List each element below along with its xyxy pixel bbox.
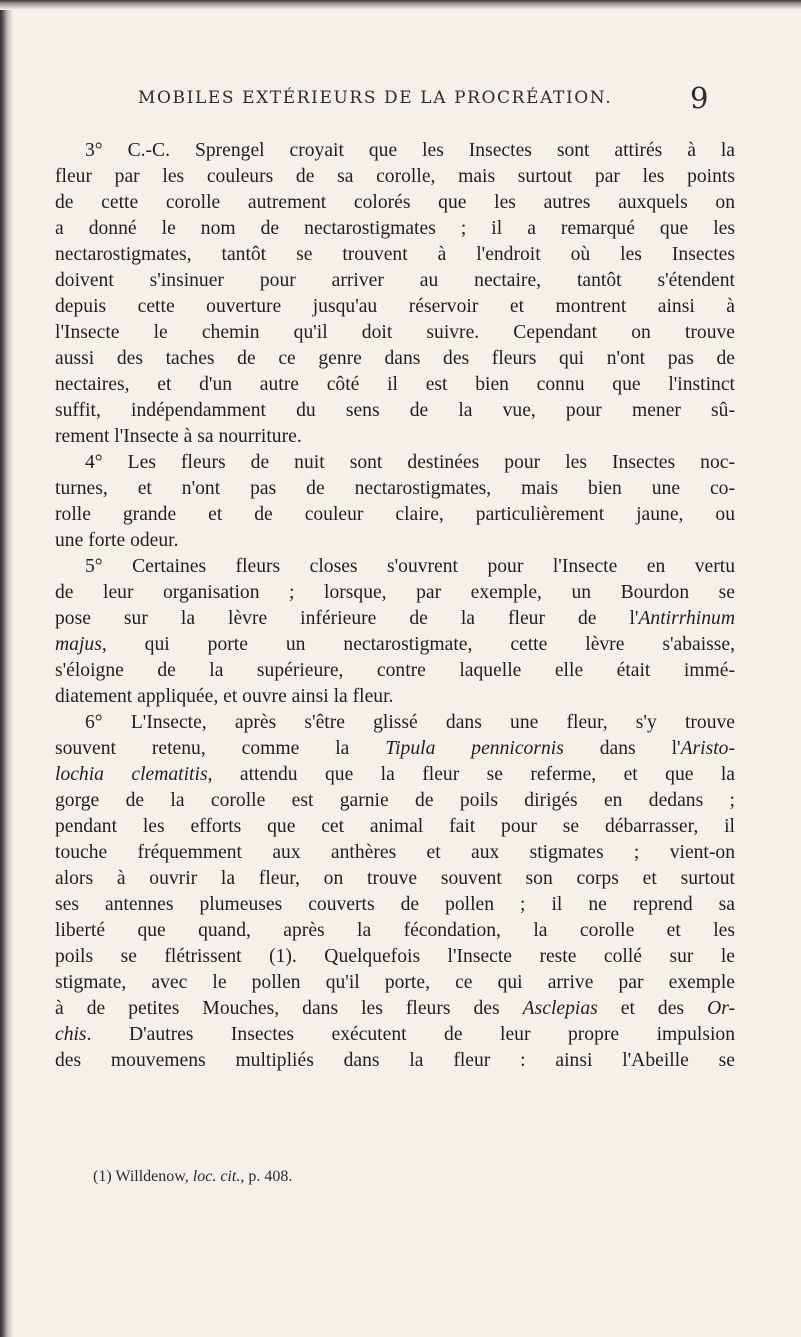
text-line: s'éloigne de la supérieure, contre laquelle elle était immé- [55, 660, 735, 681]
italic-term: chis [55, 1024, 87, 1045]
text-line: aussi des taches de ce genre dans des fleurs qui n'ont pas de [55, 348, 735, 369]
italic-term: majus [55, 634, 102, 655]
text-line: suffit, indépendamment du sens de la vue, pour mener sû- [55, 400, 735, 421]
italic-term: Aristo- [680, 738, 735, 759]
text-line: touche fréquemment aux anthères et aux stigmates ; vient-on [55, 842, 735, 863]
footnote-page: , p. 408. [240, 1168, 293, 1185]
text-line: pendant les efforts que cet animal fait pour se débarrasser, il [55, 816, 735, 837]
text-line: diatement appliquée, et ouvre ainsi la fleur. [55, 686, 394, 707]
text-line: nectaires, et d'un autre côté il est bien connu que l'instinct [55, 374, 735, 395]
text-line: turnes, et n'ont pas de nectarostigmates, mais bien une co- [55, 478, 735, 499]
text-line: à de petites Mouches, dans les fleurs des Asclepias et des Or- [55, 998, 735, 1019]
italic-term: Tipula pennicornis [385, 738, 564, 759]
running-head-title: MOBILES EXTÉRIEURS DE LA PROCRÉATION. [138, 88, 613, 108]
footnote-reference: loc. cit. [192, 1168, 241, 1185]
running-head [0, 81, 801, 115]
italic-term: Asclepias [522, 998, 598, 1019]
text-line: de cette corolle autrement colorés que les autres auxquels on [55, 192, 735, 213]
text-line: 6° L'Insecte, après s'être glissé dans une fleur, s'y trouve [85, 712, 735, 733]
text-line: depuis cette ouverture jusqu'au réservoir et montrent ainsi à [55, 296, 735, 317]
italic-term: lochia clematitis [55, 764, 208, 785]
footnote [93, 1168, 292, 1186]
text-line: une forte odeur. [55, 530, 179, 551]
body-text [55, 138, 735, 1074]
text-line: 3° C.-C. Sprengel croyait que les Insectes sont attirés à la [85, 140, 735, 161]
footnote-author: (1) Willdenow, [93, 1168, 193, 1185]
text-line: souvent retenu, comme la Tipula pennicornis dans l'Aristo- [55, 738, 735, 759]
text-line: rolle grande et de couleur claire, particulièrement jaune, ou [55, 504, 735, 525]
text-line: ses antennes plumeuses couverts de pollen ; il ne reprend sa [55, 894, 735, 915]
text-line: poils se flétrissent (1). Quelquefois l'Insecte reste collé sur le [55, 946, 735, 967]
text-line: rement l'Insecte à sa nourriture. [55, 426, 302, 447]
text-line: lochia clematitis, attendu que la fleur se referme, et que la [55, 764, 735, 785]
page-binding-edge [0, 0, 14, 1337]
text-line: nectarostigmates, tantôt se trouvent à l'endroit où les Insectes [55, 244, 735, 265]
text-line: fleur par les couleurs de sa corolle, mais surtout par les points [55, 166, 735, 187]
text-line: stigmate, avec le pollen qu'il porte, ce qui arrive par exemple [55, 972, 735, 993]
text-line: de leur organisation ; lorsque, par exemple, un Bourdon se [55, 582, 735, 603]
text-line: a donné le nom de nectarostigmates ; il a remarqué que les [55, 218, 735, 239]
text-line: gorge de la corolle est garnie de poils dirigés en dedans ; [55, 790, 735, 811]
text-line: 5° Certaines fleurs closes s'ouvrent pour l'Insecte en vertu [85, 556, 735, 577]
text-line: pose sur la lèvre inférieure de la fleur de l'Antirrhinum [55, 608, 735, 629]
text-line: alors à ouvrir la fleur, on trouve souvent son corps et surtout [55, 868, 735, 889]
text-line: liberté que quand, après la fécondation, la corolle et les [55, 920, 735, 941]
page-number: 9 [690, 81, 709, 115]
page-top-edge [0, 0, 801, 10]
italic-term: Antirrhinum [638, 608, 735, 629]
text-line: chis. D'autres Insectes exécutent de leur propre impulsion [55, 1024, 735, 1045]
text-line: l'Insecte le chemin qu'il doit suivre. Cependant on trouve [55, 322, 735, 343]
text-line: des mouvemens multipliés dans la fleur : ainsi l'Abeille se [55, 1050, 735, 1071]
text-line: 4° Les fleurs de nuit sont destinées pour les Insectes noc- [85, 452, 735, 473]
italic-term: Or- [707, 998, 735, 1019]
text-line: majus, qui porte un nectarostigmate, cette lèvre s'abaisse, [55, 634, 735, 655]
text-line: doivent s'insinuer pour arriver au nectaire, tantôt s'étendent [55, 270, 735, 291]
